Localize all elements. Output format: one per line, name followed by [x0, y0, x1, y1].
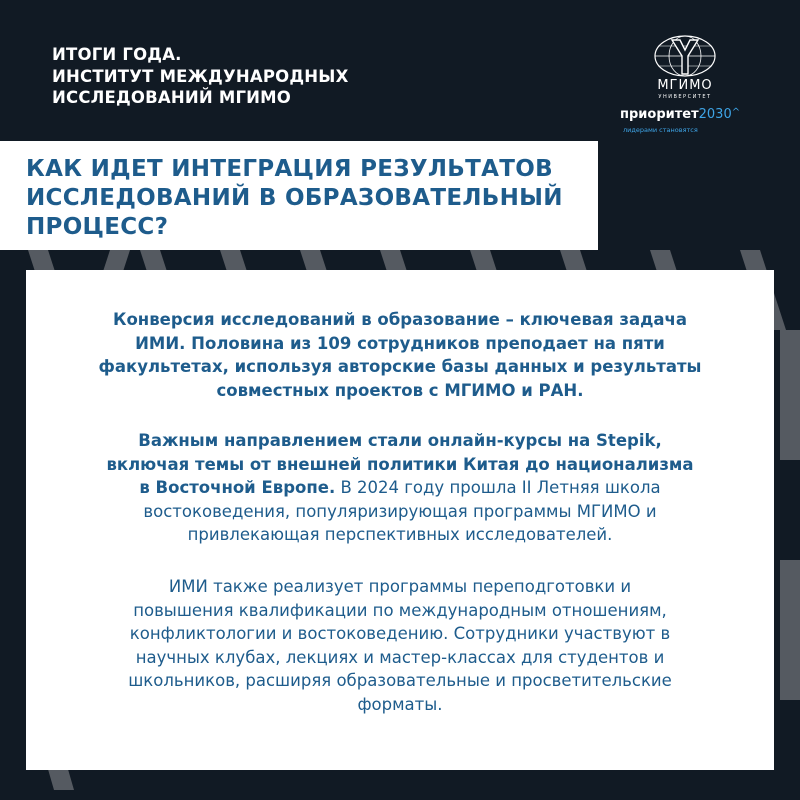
header-line-3: ИССЛЕДОВАНИЙ МГИМО	[52, 88, 292, 107]
title-box	[0, 141, 598, 250]
p1-line-4: совместных проектов с МГИМО и РАН.	[216, 380, 584, 400]
p2-line-3	[46, 476, 754, 500]
p3-line-6: форматы.	[357, 694, 443, 714]
p2-rest-start: В 2024 году прошла II Летняя школа	[335, 478, 661, 497]
p1-line-1: Конверсия исследований в образование – ключевая задача	[112, 310, 688, 329]
content-box	[26, 270, 774, 770]
logo-subtitle: УНИВЕРСИТЕТ	[658, 94, 712, 100]
priority-word: приоритет	[620, 107, 699, 122]
header-line-2: ИНСТИТУТ МЕЖДУНАРОДНЫХ	[52, 66, 349, 86]
p3-line-5: школьников, расширяя образовательные и просветительские	[128, 671, 672, 690]
p1-line-3: факультетах, используя авторские базы данных и результаты	[98, 357, 702, 376]
p2-line-2: включая темы от внешней политики Китая до национализма	[106, 454, 694, 474]
header-line-1: ИТОГИ ГОДА.	[52, 45, 182, 64]
priority-mark: ^	[731, 107, 741, 118]
header-title	[52, 44, 349, 109]
mgimo-logo	[620, 34, 770, 144]
p3-line-1: ИМИ также реализует программы переподготовки и	[168, 577, 632, 596]
p2-line-4: востоковедения, популяризирующая программы МГИМО и	[143, 501, 657, 521]
p2-line-1: Важным направлением стали онлайн-курсы на Stepik,	[138, 431, 662, 450]
title-line-1: КАК ИДЕТ ИНТЕГРАЦИЯ РЕЗУЛЬТАТОВ	[26, 156, 553, 182]
priority-year: 2030	[698, 107, 732, 122]
p1-line-2: ИМИ. Половина из 109 сотрудников преподает на пяти	[135, 333, 665, 353]
title-line-3: ПРОЦЕСС?	[26, 214, 169, 240]
mgimo-emblem-icon	[652, 34, 718, 78]
title-line-2: ИССЛЕДОВАНИЙ В ОБРАЗОВАТЕЛЬНЫЙ	[26, 185, 563, 211]
logo-name: МГИМО	[657, 78, 713, 93]
p3-line-4: научных клубах, лекциях и мастер-классах для студентов и	[135, 647, 665, 667]
priority-slogan: лидерами становятся	[623, 126, 698, 134]
p2-line-5: привлекающая перспективных исследователей.	[187, 525, 613, 544]
p3-line-2: повышения квалификации по международным отношениям,	[133, 600, 667, 620]
paragraph-1	[46, 308, 754, 402]
paragraph-3	[46, 575, 754, 716]
priority-logo	[620, 107, 740, 122]
p3-line-3: конфликтологии и востоковедению. Сотрудники участвуют в	[129, 624, 671, 643]
p2-bold-end: в Восточной Европе.	[139, 478, 336, 497]
page-title	[26, 155, 563, 242]
paragraph-2	[46, 429, 754, 547]
